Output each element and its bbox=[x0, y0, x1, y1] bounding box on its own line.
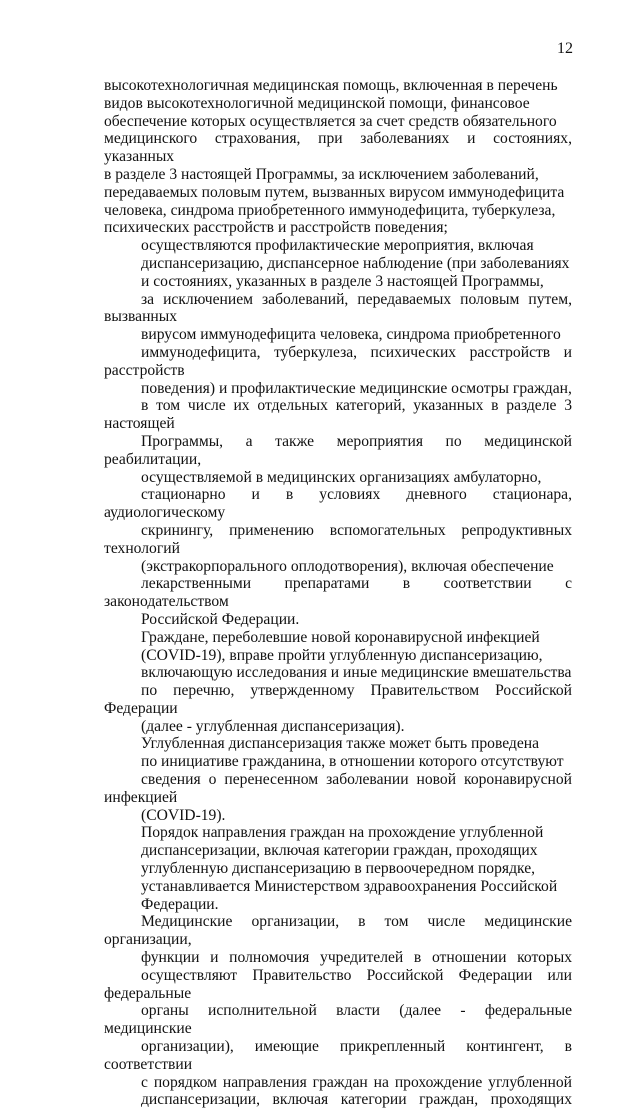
text-line: поведения) и профилактические медицинские осмотры граждан, bbox=[141, 379, 572, 397]
text-line: осуществляемой в медицинских организациях амбулаторно, bbox=[141, 468, 542, 486]
text-line: осуществляются профилактические мероприятия, включая bbox=[141, 237, 534, 255]
text-line: психических расстройств и расстройств поведения; bbox=[104, 219, 448, 237]
text-line: диспансеризацию, диспансерное наблюдение (при заболеваниях bbox=[141, 254, 570, 272]
text-line: в разделе 3 настоящей Программы, за исключением заболеваний, bbox=[104, 165, 539, 183]
paragraph bbox=[104, 629, 572, 736]
text-line: углубленную диспансеризацию в первоочередном порядке, bbox=[141, 860, 536, 878]
text-line: по перечню, утвержденному Правительством Российской Федерации bbox=[104, 682, 572, 717]
text-line: Медицинские организации, в том числе медицинские организации, bbox=[104, 913, 572, 949]
text-line: функции и полномочия учредителей в отношении которых bbox=[141, 949, 572, 967]
text-line: видов высокотехнологичной медицинской помощи, финансовое bbox=[104, 94, 530, 112]
text-line: в том числе их отдельных категорий, указанных в разделе 3 настоящей bbox=[104, 397, 572, 433]
text-line: (экстракорпорального оплодотворения), включая обеспечение bbox=[141, 557, 554, 575]
text-line: и состояниях, указанных в разделе 3 настоящей Программы, bbox=[141, 272, 544, 290]
text-line: (COVID-19), вправе пройти углубленную диспансеризацию, bbox=[141, 646, 543, 664]
text-line: по инициативе гражданина, в отношении которого отсутствуют bbox=[141, 753, 564, 771]
text-line: с порядком направления граждан на прохождение углубленной bbox=[141, 1073, 572, 1091]
text-line: Порядок направления граждан на прохождение углубленной bbox=[141, 824, 544, 842]
text-line: Углубленная диспансеризация также может быть проведена bbox=[141, 735, 540, 753]
text-line: высокотехнологичная медицинская помощь, включенная в перечень bbox=[104, 77, 558, 94]
paragraph bbox=[104, 77, 572, 237]
text-line: Федерации. bbox=[141, 895, 219, 913]
text-line: человека, синдрома приобретенного иммунодефицита, туберкулеза, bbox=[104, 201, 556, 219]
paragraph bbox=[104, 824, 572, 913]
text-line: осуществляют Правительство Российской Федерации или федеральные bbox=[104, 966, 572, 1002]
text-line: сведения о перенесенном заболевании новой коронавирусной инфекцией bbox=[104, 771, 572, 806]
paragraph bbox=[104, 735, 572, 824]
text-line: органы исполнительной власти (далее - федеральные медицинские bbox=[104, 1002, 572, 1038]
text-line: вирусом иммунодефицита человека, синдрома приобретенного bbox=[141, 326, 561, 344]
text-line: Программы, а также мероприятия по медицинской реабилитации, bbox=[104, 432, 572, 468]
text-line: обеспечение которых осуществляется за счет средств обязательного bbox=[104, 112, 557, 130]
text-line: диспансеризации, включая категории граждан, проходящих bbox=[141, 1091, 572, 1109]
text-line: стационарно и в условиях дневного стационара, аудиологическому bbox=[104, 486, 572, 522]
page-number: 12 bbox=[557, 40, 573, 57]
paragraph bbox=[104, 237, 572, 629]
text-line: устанавливается Министерством здравоохранения Российской bbox=[141, 877, 558, 895]
paragraph bbox=[104, 913, 572, 1109]
text-line: организации), имеющие прикрепленный контингент, в соответствии bbox=[104, 1038, 572, 1073]
text-line: (далее - углубленная диспансеризация). bbox=[141, 717, 405, 735]
text-line: за исключением заболеваний, передаваемых половым путем, вызванных bbox=[104, 290, 572, 326]
text-line: (COVID-19). bbox=[141, 806, 226, 824]
text-line: диспансеризации, включая категории граждан, проходящих bbox=[141, 842, 538, 860]
text-line: включающую исследования и иные медицинские вмешательства bbox=[141, 664, 572, 682]
text-line: иммунодефицита, туберкулеза, психических расстройств и расстройств bbox=[104, 343, 572, 379]
text-line: лекарственными препаратами в соответствии с законодательством bbox=[104, 575, 572, 611]
text-line: Граждане, переболевшие новой коронавирусной инфекцией bbox=[141, 628, 540, 646]
text-line: передаваемых половым путем, вызванных вирусом иммунодефицита bbox=[104, 183, 565, 201]
text-line: медицинского страхования, при заболеваниях и состояниях, указанных bbox=[104, 130, 572, 166]
text-line: Российской Федерации. bbox=[141, 610, 300, 628]
text-line: скринингу, применению вспомогательных репродуктивных технологий bbox=[104, 521, 572, 557]
body-text bbox=[104, 77, 572, 1109]
